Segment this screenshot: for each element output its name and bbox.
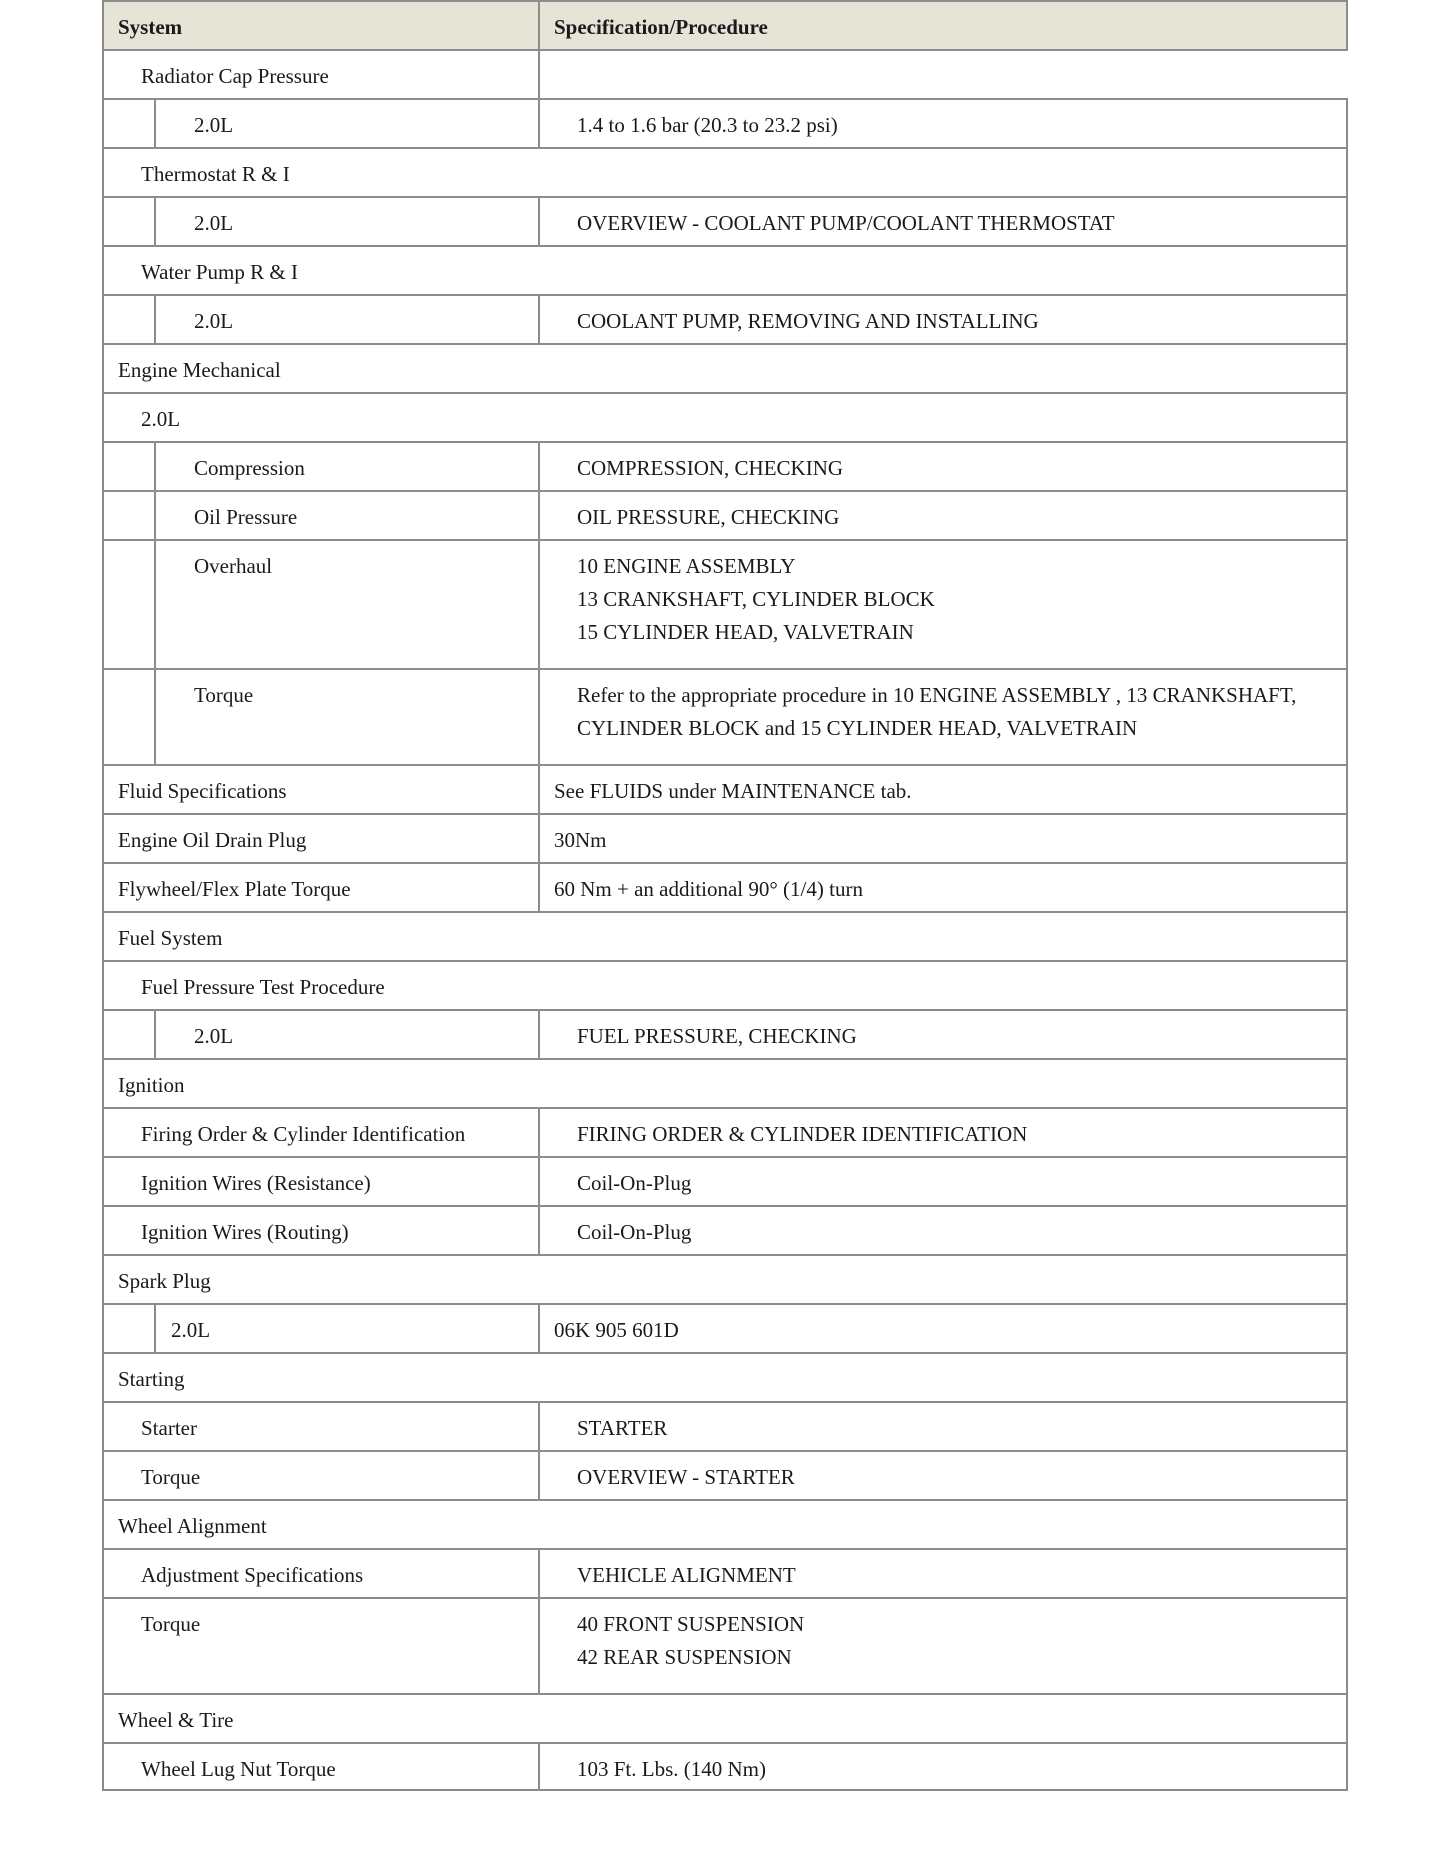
spec-text: Coil-On-Plug (577, 1220, 692, 1244)
table-header-row (102, 0, 1348, 49)
system-label: Flywheel/Flex Plate Torque (118, 877, 351, 901)
system-label: 2.0L (194, 113, 234, 137)
table-row (102, 1597, 1348, 1693)
table-row (102, 1009, 1348, 1058)
spec-text: 10 ENGINE ASSEMBLY (577, 554, 796, 578)
spec-cell (540, 670, 1346, 764)
section-row (102, 245, 1348, 294)
table-row (102, 813, 1348, 862)
table-row (102, 294, 1348, 343)
spec-cell (540, 766, 1346, 813)
spec-text: 15 CYLINDER HEAD, VALVETRAIN (577, 620, 914, 644)
spec-table (102, 0, 1348, 1791)
spec-cell (540, 541, 1346, 668)
spec-cell (540, 1207, 1346, 1254)
spec-text: COOLANT PUMP, REMOVING AND INSTALLING (577, 309, 1039, 333)
spec-cell (540, 100, 1346, 147)
system-label: Wheel Alignment (118, 1514, 267, 1538)
system-label: Torque (194, 683, 254, 707)
spec-text: VEHICLE ALIGNMENT (577, 1563, 796, 1587)
system-label: Ignition Wires (Resistance) (141, 1171, 371, 1195)
spec-cell (540, 296, 1346, 343)
spec-text: COMPRESSION, CHECKING (577, 456, 844, 480)
spec-text: OVERVIEW - STARTER (577, 1465, 795, 1489)
table-row (102, 441, 1348, 490)
table-row (102, 490, 1348, 539)
spec-text: 60 Nm + an additional 90° (1/4) turn (554, 877, 863, 901)
section-row (102, 1058, 1348, 1107)
table-row (102, 862, 1348, 911)
system-label: Fluid Specifications (118, 779, 287, 803)
spec-text: STARTER (577, 1416, 668, 1440)
spec-text: 13 CRANKSHAFT, CYLINDER BLOCK (577, 587, 935, 611)
spec-text: 30Nm (554, 828, 607, 852)
table-row (102, 1303, 1348, 1352)
spec-cell (540, 443, 1346, 490)
system-label: Thermostat R & I (141, 162, 290, 186)
system-label: Starting (118, 1367, 185, 1391)
table-row (102, 1401, 1348, 1450)
spec-cell (540, 1109, 1346, 1156)
system-label: Adjustment Specifications (141, 1563, 364, 1587)
spec-text: FIRING ORDER & CYLINDER IDENTIFICATION (577, 1122, 1028, 1146)
system-label: Ignition Wires (Routing) (141, 1220, 349, 1244)
spec-text: Refer to the appropriate procedure in 10 ENGINE ASSEMBLY , 13 CRANKSHAFT, (577, 683, 1297, 707)
section-row (102, 911, 1348, 960)
system-label: Compression (194, 456, 305, 480)
spec-cell (540, 198, 1346, 245)
spec-text: 103 Ft. Lbs. (140 Nm) (577, 1757, 766, 1781)
table-row (102, 1742, 1348, 1791)
system-label: Starter (141, 1416, 197, 1440)
spec-cell (540, 1011, 1346, 1058)
spec-cell (540, 1599, 1346, 1693)
system-label: Wheel & Tire (118, 1708, 234, 1732)
section-row (102, 392, 1348, 441)
system-label: Torque (141, 1465, 201, 1489)
spec-text: FUEL PRESSURE, CHECKING (577, 1024, 857, 1048)
table-row (102, 1156, 1348, 1205)
spec-text: 42 REAR SUSPENSION (577, 1645, 792, 1669)
table-row (102, 49, 1348, 98)
system-label: 2.0L (194, 309, 234, 333)
system-label: Oil Pressure (194, 505, 298, 529)
column-header-spec: Specification/Procedure (554, 15, 768, 39)
spec-text: 1.4 to 1.6 bar (20.3 to 23.2 psi) (577, 113, 838, 137)
spec-cell (540, 1403, 1346, 1450)
spec-cell (540, 1158, 1346, 1205)
table-row (102, 1107, 1348, 1156)
section-row (102, 343, 1348, 392)
section-row (102, 1352, 1348, 1401)
section-row (102, 1693, 1348, 1742)
spec-text: CYLINDER BLOCK and 15 CYLINDER HEAD, VALVETRAIN (577, 716, 1138, 740)
table-row (102, 668, 1348, 764)
system-label: Fuel System (118, 926, 223, 950)
system-label: Overhaul (194, 554, 273, 578)
system-label: 2.0L (171, 1318, 211, 1342)
system-label: Wheel Lug Nut Torque (141, 1757, 336, 1781)
table-row (102, 1450, 1348, 1499)
system-label: Engine Oil Drain Plug (118, 828, 307, 852)
section-row (102, 1499, 1348, 1548)
spec-cell (540, 1452, 1346, 1499)
column-header-system: System (118, 15, 183, 39)
spec-text: OVERVIEW - COOLANT PUMP/COOLANT THERMOSTAT (577, 211, 1115, 235)
spec-cell (540, 1305, 1346, 1352)
spec-text: 40 FRONT SUSPENSION (577, 1612, 805, 1636)
system-label: Radiator Cap Pressure (141, 64, 329, 88)
system-label: 2.0L (141, 407, 181, 431)
system-label: Spark Plug (118, 1269, 211, 1293)
system-label: Engine Mechanical (118, 358, 281, 382)
table-row (102, 98, 1348, 147)
system-label: 2.0L (194, 211, 234, 235)
section-row (102, 1254, 1348, 1303)
system-label: 2.0L (194, 1024, 234, 1048)
table-row (102, 1205, 1348, 1254)
spec-cell (540, 1550, 1346, 1597)
spec-cell (540, 1744, 1346, 1789)
system-label: Ignition (118, 1073, 185, 1097)
spec-text: 06K 905 601D (554, 1318, 679, 1342)
spec-text: Coil-On-Plug (577, 1171, 692, 1195)
spec-cell (540, 492, 1346, 539)
system-label: Fuel Pressure Test Procedure (141, 975, 385, 999)
system-label: Water Pump R & I (141, 260, 298, 284)
system-label: Firing Order & Cylinder Identification (141, 1122, 466, 1146)
spec-cell (540, 815, 1346, 862)
table-row (102, 539, 1348, 668)
system-label: Torque (141, 1612, 201, 1636)
column-divider (538, 51, 540, 98)
section-row (102, 147, 1348, 196)
spec-text: See FLUIDS under MAINTENANCE tab. (554, 779, 912, 803)
table-row (102, 1548, 1348, 1597)
section-row (102, 960, 1348, 1009)
table-row (102, 764, 1348, 813)
spec-text: OIL PRESSURE, CHECKING (577, 505, 840, 529)
spec-cell (540, 864, 1346, 911)
table-row (102, 196, 1348, 245)
